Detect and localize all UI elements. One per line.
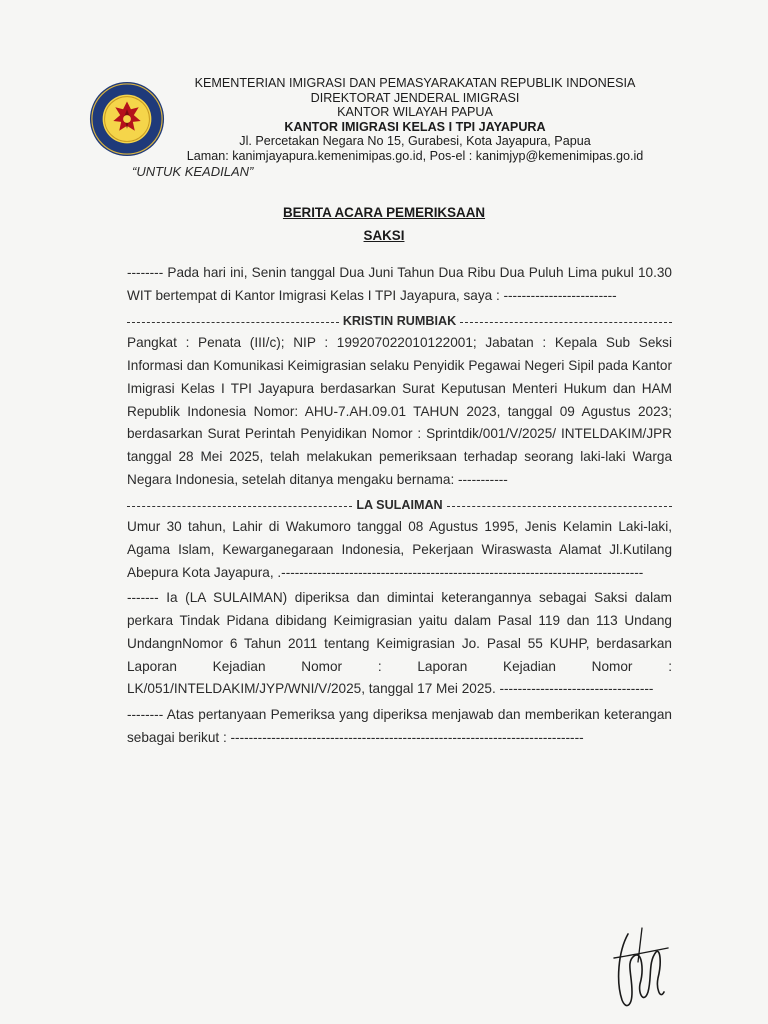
examination-basis-paragraph: ------- Ia (LA SULAIMAN) diperiksa dan dimintai keterangannya sebagai Saksi dalam perkara Tindak Pidana dibidang Keimigrasian yaitu dalam Pasal 119 dan 113 Undang UndangnNomor 6 Tahun 2011 tentang Keimigrasian Jo. Pasal 55 KUHP, berdasarkan Laporan Kejadian Nomor : Laporan Kejadian Nomor : LK/051/INTELDAKIM/JYP/WNI/V/2025, tanggal 17 Mei 2025. ----------------------------------	[127, 590, 672, 697]
letterhead-regional-office: KANTOR WILAYAH PAPUA	[337, 105, 493, 120]
letterhead	[180, 76, 650, 164]
motto: “UNTUK KEADILAN”	[132, 164, 254, 179]
letterhead-directorate: DIREKTORAT JENDERAL IMIGRASI	[310, 90, 520, 105]
officer-details-paragraph: Pangkat : Penata (III/c); NIP : 199207022010122001; Jabatan : Kepala Sub Seksi Informasi dan Komunikasi Keimigrasian selaku Penyidik Pegawai Negeri Sipil pada Kantor Imigrasi Kelas I TPI Jayapura berdasarkan Surat Keputusan Menteri Hukum dan HAM Republik Indonesia Nomor: AHU-7.AH.09.01 TAHUN 2023, tanggal 09 Agustus 2023; berdasarkan Surat Perintah Penyidikan Nomor : Sprintdik/001/V/2025/ INTELDAKIM/JPR tanggal 28 Mei 2025, telah melakukan pemeriksaan terhadap seorang laki-laki Warga Negara Indonesia, setelah ditanya mengaku bernama: -----------	[127, 335, 672, 487]
dash-leader	[447, 506, 672, 507]
witness-name-line	[127, 494, 672, 516]
dash-leader	[127, 322, 339, 323]
signature	[608, 922, 672, 1014]
letterhead-address: Jl. Percetakan Negara No 15, Gurabesi, Kota Jayapura, Papua	[239, 134, 591, 149]
document-title: BERITA ACARA PEMERIKSAAN	[282, 205, 486, 220]
witness-details-paragraph: Umur 30 tahun, Lahir di Wakumoro tanggal 08 Agustus 1995, Jenis Kelamin Laki-laki, Agama Islam, Kewarganegaraan Indonesia, Pekerjaan Wiraswasta Alamat Jl.Kutilang Abepura Kota Jayapura, .--------------------------------------------------------------------------------	[127, 519, 672, 580]
letterhead-office-name: KANTOR IMIGRASI KELAS I TPI JAYAPURA	[284, 119, 546, 134]
dash-leader	[460, 322, 672, 323]
dash-leader	[127, 506, 352, 507]
officer-name: KRISTIN RUMBIAK	[342, 314, 457, 329]
letterhead-ministry: KEMENTERIAN IMIGRASI DAN PEMASYARAKATAN REPUBLIK INDONESIA	[194, 76, 636, 90]
opening-paragraph: -------- Pada hari ini, Senin tanggal Dua Juni Tahun Dua Ribu Dua Puluh Lima pukul 10.30 WIT bertempat di Kantor Imigrasi Kelas I TPI Jayapura, saya : -------------------------	[127, 265, 672, 303]
closing-paragraph: -------- Atas pertanyaan Pemeriksa yang diperiksa menjawab dan memberikan keterangan sebagai berikut : ------------------------------------------------------------------------------	[127, 706, 672, 745]
officer-name-line	[127, 310, 672, 332]
letterhead-contact: Laman: kanimjayapura.kemenimipas.go.id, Pos-el : kanimjyp@kemenimipas.go.id	[186, 148, 644, 163]
document-body	[127, 262, 672, 752]
document-subtitle: SAKSI	[363, 228, 405, 243]
ministry-emblem-icon	[88, 80, 166, 158]
witness-name: LA SULAIMAN	[356, 497, 443, 512]
